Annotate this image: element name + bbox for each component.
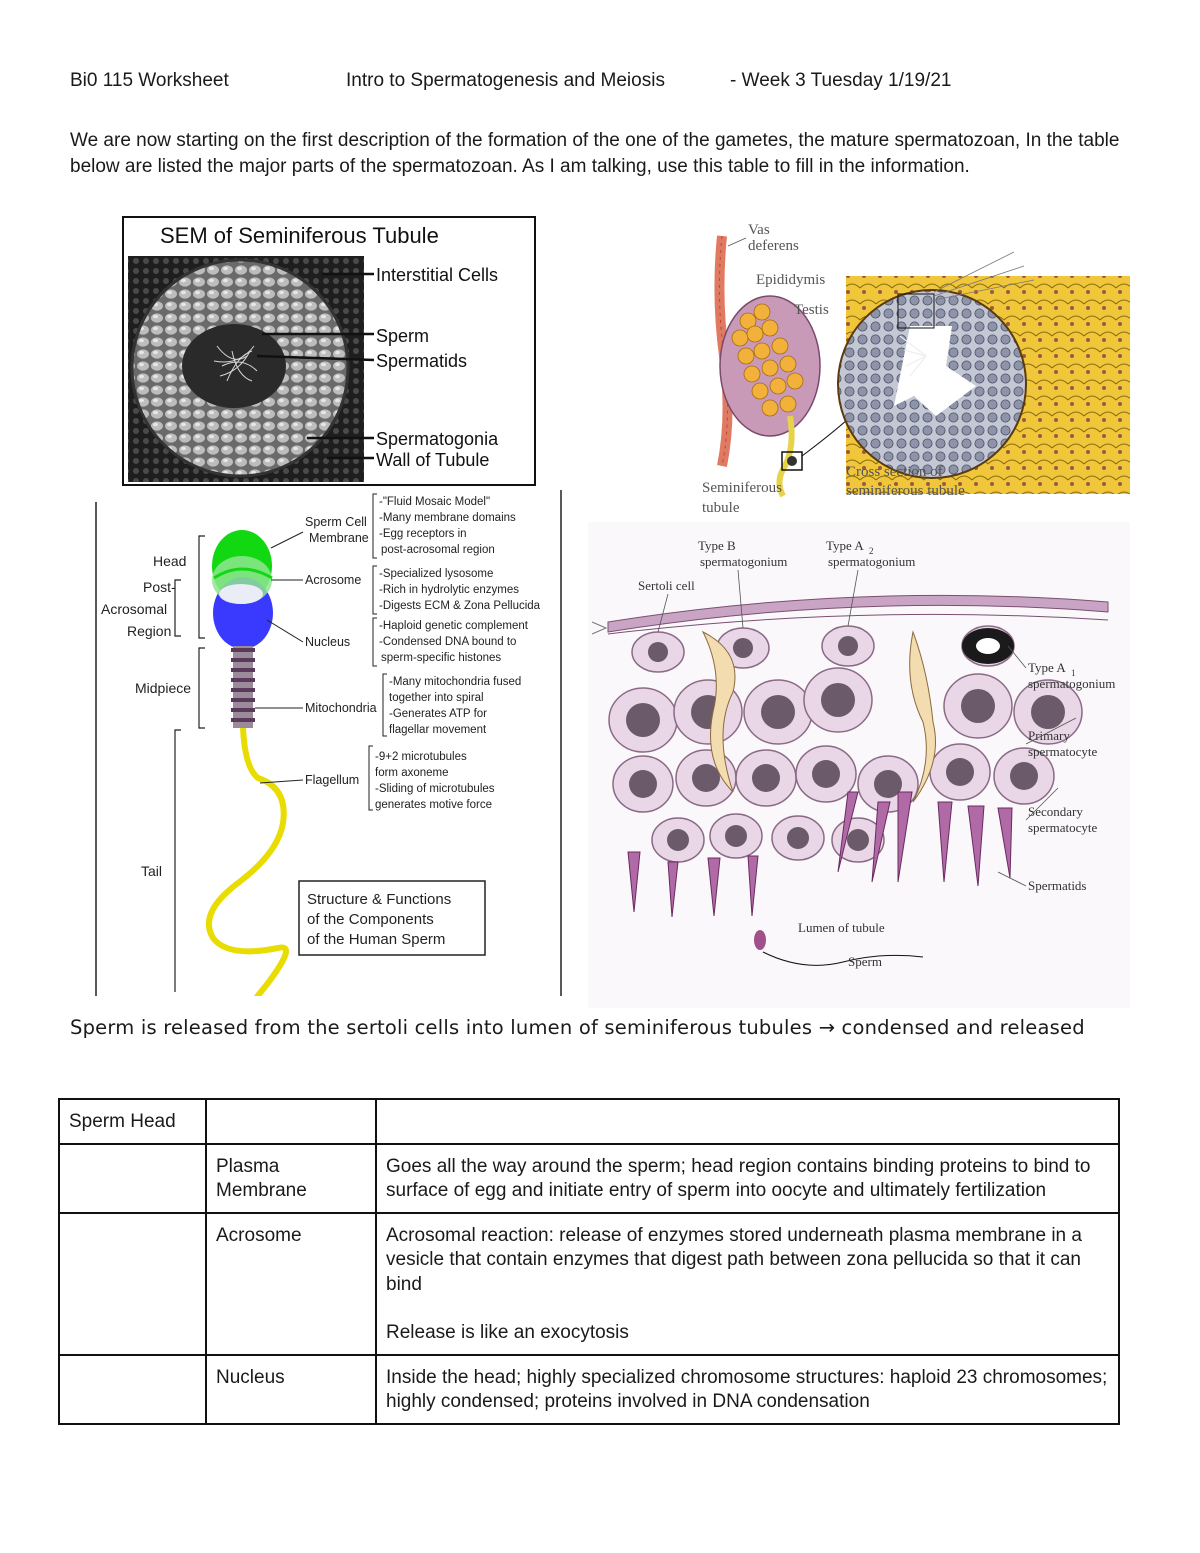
worksheet-header bbox=[70, 70, 1130, 100]
hist-label-typea2: Type A bbox=[826, 538, 864, 553]
table-cell-part: Acrosome bbox=[206, 1213, 376, 1355]
nucleus-note-2: -Condensed DNA bound to bbox=[379, 636, 517, 648]
sem-label-sperm: Sperm bbox=[376, 326, 430, 346]
table-header-cell bbox=[206, 1099, 376, 1144]
hist-label-sertoli: Sertoli cell bbox=[638, 578, 695, 593]
sem-title: SEM of Seminiferous Tubule bbox=[160, 223, 439, 248]
region-region: Region bbox=[127, 623, 172, 639]
sem-label-spermatids: Spermatids bbox=[376, 351, 468, 371]
sem-label-spermatogonia: Spermatogonia bbox=[376, 429, 499, 449]
flagellum-note-3: -Sliding of microtubules bbox=[375, 783, 495, 795]
hist-label-sperm: Sperm bbox=[848, 954, 882, 969]
mito-note-3: -Generates ATP for bbox=[389, 708, 488, 720]
sperm-tail-shape bbox=[209, 728, 286, 996]
table-cell-desc: Inside the head; highly specialized chromosome structures: haploid 23 chromosomes; highly condensed; proteins involved in DNA condensation bbox=[376, 1355, 1119, 1424]
histology-figure bbox=[588, 522, 1130, 1008]
table-header-row bbox=[59, 1099, 1119, 1144]
acrosome-note-1: -Specialized lysosome bbox=[379, 568, 494, 580]
mito-note-2: together into spiral bbox=[389, 692, 484, 704]
region-head: Head bbox=[153, 553, 187, 569]
table-cell-desc: Goes all the way around the sperm; head region contains binding proteins to bind to surface of egg and initiate entry of sperm into oocyte and ultimately fertilization bbox=[376, 1144, 1119, 1213]
acrosome-note-2: -Rich in hydrolytic enzymes bbox=[379, 584, 519, 596]
membrane-note-2: -Many membrane domains bbox=[379, 512, 516, 524]
table-cell-desc-note: Release is like an exocytosis bbox=[386, 1322, 629, 1343]
sperm-box-line-3: of the Human Sperm bbox=[307, 931, 446, 948]
part-acrosome: Acrosome bbox=[305, 573, 362, 587]
sem-label-interstitial: Interstitial Cells bbox=[376, 265, 499, 285]
sperm-box-line-2: of the Components bbox=[307, 911, 434, 928]
part-nucleus: Nucleus bbox=[305, 635, 351, 649]
region-acrosomal: Acrosomal bbox=[101, 601, 168, 617]
membrane-note-4: post-acrosomal region bbox=[381, 544, 495, 556]
hist-label-primary-2: spermatocyte bbox=[1028, 744, 1098, 759]
hist-label-typea1-2: spermatogonium bbox=[1028, 676, 1116, 691]
course-title: Bi0 115 Worksheet bbox=[70, 70, 229, 91]
hist-label-typea2-2: spermatogonium bbox=[828, 554, 916, 569]
testis-label-testis: Testis bbox=[794, 302, 829, 318]
part-sperm-cell: Sperm Cell bbox=[305, 515, 367, 529]
release-caption: Sperm is released from the sertoli cells into lumen of seminiferous tubules → condensed and released bbox=[70, 1016, 1085, 1039]
membrane-note-3: -Egg receptors in bbox=[379, 528, 467, 540]
hist-label-secondary-2: spermatocyte bbox=[1028, 820, 1098, 835]
testis-label-seminiferous: Seminiferous bbox=[702, 480, 782, 496]
flagellum-note-4: generates motive force bbox=[375, 799, 492, 811]
hist-label-typeb: Type B bbox=[698, 538, 736, 553]
sem-figure bbox=[122, 216, 536, 486]
sperm-box-line-1: Structure & Functions bbox=[307, 891, 452, 908]
hist-label-spermatids: Spermatids bbox=[1028, 878, 1087, 893]
topic-title: Intro to Spermatogenesis and Meiosis bbox=[346, 70, 665, 91]
nucleus-note-3: sperm-specific histones bbox=[381, 652, 502, 664]
testis-label-cross-section: Cross section of bbox=[846, 464, 943, 480]
hist-label-primary: Primary bbox=[1028, 728, 1070, 743]
sperm-structure-figure bbox=[95, 488, 563, 996]
testis-figure bbox=[700, 216, 1130, 520]
testis-label-tubule: tubule bbox=[702, 500, 740, 516]
intro-paragraph: We are now starting on the first description of the formation of the one of the gametes, the mature spermatozoan, In the table below are listed the major parts of the spermatozoan. As I am talking, use this table to fill in the information. bbox=[70, 130, 1120, 177]
membrane-note-1: -"Fluid Mosaic Model" bbox=[379, 496, 491, 508]
hist-label-lumen: Lumen of tubule bbox=[798, 920, 885, 935]
part-mitochondria: Mitochondria bbox=[305, 701, 377, 715]
session-info: - Week 3 Tuesday 1/19/21 bbox=[730, 70, 952, 91]
table-cell-desc-text: Acrosomal reaction: release of enzymes stored underneath plasma membrane in a vesicle that contain enzymes that digest path between zona pellucida so that it can bind bbox=[386, 1224, 1082, 1295]
sperm-head-table bbox=[58, 1098, 1120, 1425]
table-cell-part: Plasma Membrane bbox=[206, 1144, 376, 1213]
hist-label-typeb-2: spermatogonium bbox=[700, 554, 788, 569]
table-row bbox=[59, 1355, 1119, 1424]
hist-label-typea1: Type A bbox=[1028, 660, 1066, 675]
table-row bbox=[59, 1144, 1119, 1213]
mito-note-1: -Many mitochondria fused bbox=[389, 676, 522, 688]
table-cell-empty bbox=[59, 1213, 206, 1355]
hist-label-typea1-sub: 1 bbox=[1071, 668, 1076, 678]
table-cell-desc bbox=[376, 1213, 1119, 1355]
testis-label-epididymis: Epididymis bbox=[756, 272, 826, 288]
part-membrane: Membrane bbox=[309, 531, 369, 545]
flagellum-note-1: -9+2 microtubules bbox=[375, 751, 467, 763]
mito-note-4: flagellar movement bbox=[389, 724, 487, 736]
testis-label-deferens: deferens bbox=[748, 238, 799, 254]
sem-label-wall: Wall of Tubule bbox=[376, 450, 490, 470]
flagellum-note-2: form axoneme bbox=[375, 767, 449, 779]
acrosome-note-3: -Digests ECM & Zona Pellucida bbox=[379, 600, 541, 612]
hist-label-typea2-sub: 2 bbox=[869, 546, 874, 556]
table-header-cell: Sperm Head bbox=[59, 1099, 206, 1144]
region-midpiece: Midpiece bbox=[135, 680, 192, 696]
nucleus-note-1: -Haploid genetic complement bbox=[379, 620, 528, 632]
testis-label-cross-section-2: seminiferous tubule bbox=[846, 483, 965, 499]
table-row bbox=[59, 1213, 1119, 1355]
table-cell-empty bbox=[59, 1355, 206, 1424]
table-header-cell bbox=[376, 1099, 1119, 1144]
hist-label-secondary: Secondary bbox=[1028, 804, 1083, 819]
sperm-midpiece-shape bbox=[231, 646, 255, 728]
table-cell-empty bbox=[59, 1144, 206, 1213]
part-flagellum: Flagellum bbox=[305, 773, 360, 787]
table-cell-part: Nucleus bbox=[206, 1355, 376, 1424]
testis-label-vas: Vas bbox=[748, 222, 770, 238]
region-post: Post- bbox=[143, 579, 176, 595]
region-tail: Tail bbox=[141, 863, 163, 879]
